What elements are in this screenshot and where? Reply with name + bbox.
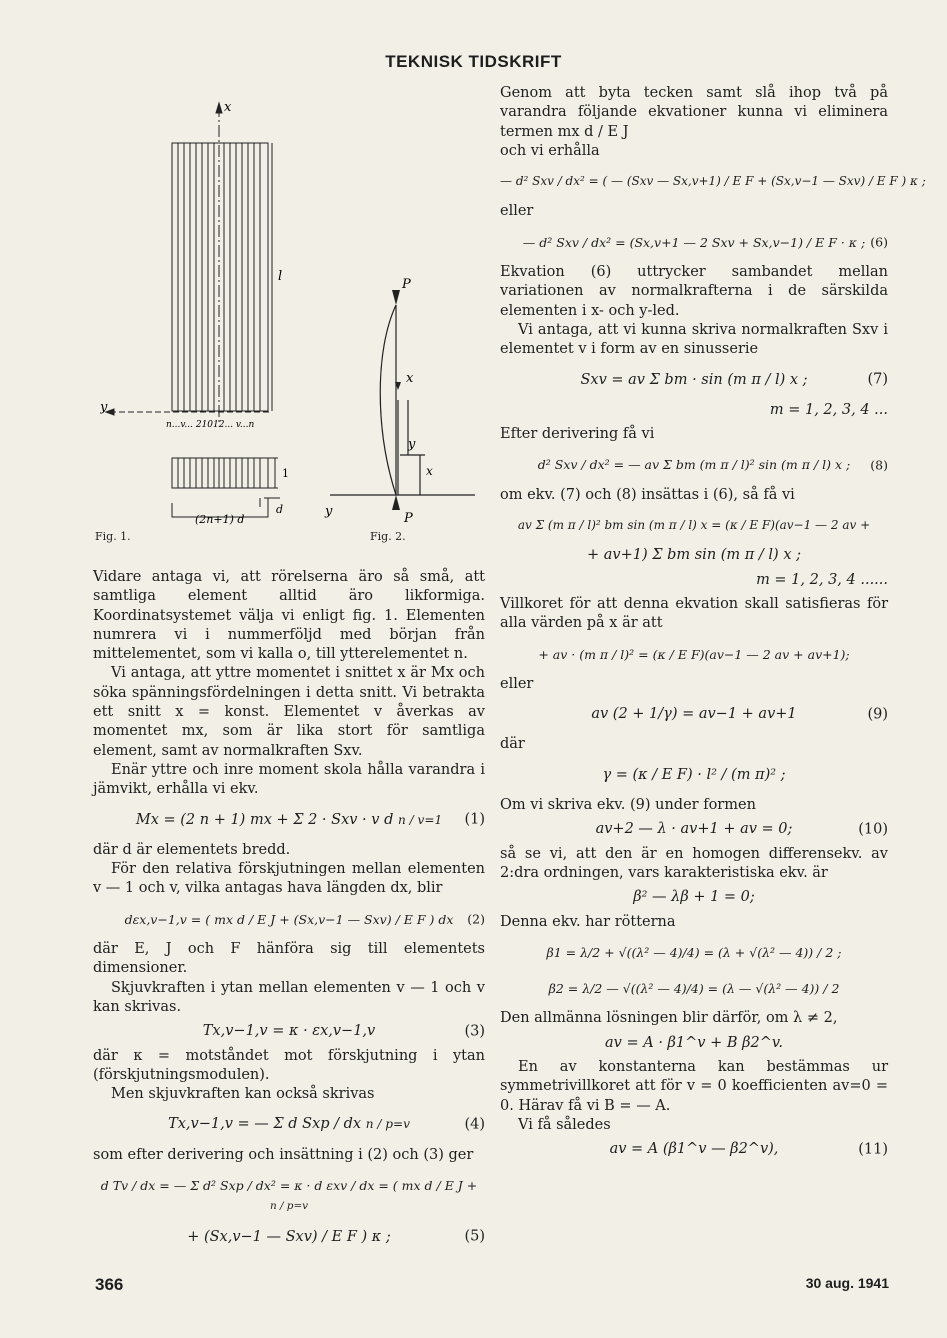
fig1-strips [106,103,283,517]
paragraph: En av konstanterna kan bestämmas ur symmetrivillkoret att för v = 0 koefficienten av=0 = 0. Härav få vi B = — A. [500,1058,888,1114]
equation-number: (10) [858,821,888,838]
equation-11: av = A (β1^v — β2^v), (11) [500,1140,888,1159]
fig1-y-label: y [100,400,108,415]
equation-4: Tx,v−1,v = — Σ d Sxp / dx n / p=v (4) [93,1109,485,1140]
paragraph: Genom att byta tecken samt slå ihop två på varandra följande ekvationer kunna vi eliminera termen mx d / E J [500,85,888,140]
fig2-x2-label: x [426,464,433,478]
paragraph: eller [500,675,534,692]
equation-number: (6) [870,234,888,250]
equation-number: (2) [467,911,485,927]
paragraph: Vi antaga, att yttre momentet i snittet x är Mx och söka spänningsfördelningen i detta snitt. Vi betrakta ett snitt x = konst. Elementet v åverkas av momentet mx, som är lika stort för samtliga element, samt av normalkraften Sxv. [93,665,485,759]
equation-number: (11) [858,1141,888,1158]
left-column [93,568,485,1252]
equation-1: Mx = (2 n + 1) mx + Σ 2 · Sxv · v d n / v=1 (1) [93,805,485,836]
equation-number: (3) [464,1023,485,1040]
paragraph: Men skjuvkraften kan också skrivas [111,1086,375,1103]
fig2-caption: Fig. 2. [370,530,406,543]
equation-c: + av · (m π / l)² = (κ / E F)(av−1 — 2 av + av+1); [538,646,850,662]
journal-header: TEKNISK TIDSKRIFT [385,52,562,71]
sum-limits: n / p=v [365,1117,410,1132]
equation-3: Tx,v−1,v = κ · εx,v−1,v (3) [93,1022,485,1041]
fig1-one-label: 1 [282,467,289,480]
sum-limits: n / p=v [269,1200,309,1213]
equation-9: av (2 + 1/γ) = av−1 + av+1 (9) [500,699,888,730]
fig1-width-label: (2n+1) d [195,513,245,526]
fig1-l-label: l [278,269,283,284]
paragraph: så se vi, att den är en homogen differensekv. av 2:dra ordningen, vars karakteristiska ekv. är [500,845,888,881]
equation-number: (4) [464,1116,485,1133]
equation-2: dεx,v−1,v = ( mx d / E J + (Sx,v−1 — Sxv) / E F ) dx (2) [93,904,485,935]
paragraph: Enär yttre och inre moment skola hålla varandra i jämvikt, erhålla vi ekv. [93,761,485,798]
paragraph: Den allmänna lösningen blir därför, om λ ≠ 2, [500,1010,838,1027]
equation-b-range: m = 1, 2, 3, 4 ...... [756,571,888,588]
equation-6: — d² Sxv / dx² = (Sx,v+1 — 2 Sxv + Sx,v−1) / E F · κ ; (6) [500,227,888,258]
equation-7: Sxv = av Σ bm · sin (m π / l) x ; (7) [500,365,888,396]
figure-2 [320,270,480,535]
equation-number: (9) [867,706,888,723]
equation-8: d² Sxv / dx² = — av Σ bm (m π / l)² sin (m π / l) x ; (8) [500,449,888,480]
equation-beta1: β1 = λ/2 + √((λ² — 4)/4) = (λ + √(λ² — 4)) / 2 ; [546,944,842,960]
figure-1 [100,95,330,535]
issue-date: 30 aug. 1941 [805,1275,889,1291]
fig2-p-bottom-label: P [404,511,413,526]
paragraph: om ekv. (7) och (8) insättas i (6), så få vi [500,486,795,503]
paragraph: och vi erhålla [500,142,600,159]
equation-7-range: m = 1, 2, 3, 4 ... [769,401,888,418]
fig1-strip-numbering: n...v... 21012... v...n [166,420,255,430]
paragraph: Skjuvkraften i ytan mellan elementen v — 1 och v kan skrivas. [93,979,485,1015]
equation-10: av+2 — λ · av+1 + av = 0; (10) [500,820,888,839]
paragraph: eller [500,203,534,220]
fig1-x-label: x [224,100,232,115]
equation-5b: + (Sx,v−1 — Sxv) / E F ) κ ; (5) [93,1228,485,1247]
fig1-d-label: d [276,503,284,516]
page-number: 366 [95,1275,124,1294]
fig2-deflected-column [380,305,396,495]
right-column [500,84,926,1164]
fig2-y2-label: y [325,504,333,519]
fig2-y-label: y [408,437,416,452]
equation-a: — d² Sxv / dx² = ( — (Sxv — Sx,v+1) / E F + (Sx,v−1 — Sxv) / E F ) κ ; [500,174,926,189]
fig2-p-top-label: P [402,277,411,292]
paragraph: Om vi skriva ekv. (9) under formen [500,797,756,814]
paragraph: där d är elementets bredd. [93,841,291,858]
equation-number: (5) [464,1228,485,1245]
equation-characteristic: β² — λβ + 1 = 0; [633,889,755,906]
fig1-caption: Fig. 1. [95,530,131,543]
fig2-x-label: x [406,371,414,386]
paragraph: För den relativa förskjutningen mellan elementen v — 1 och v, vilka antagas hava längden dx, blir [93,861,485,897]
equation-solution: av = A · β1^v + B β2^v. [605,1034,783,1051]
equation-number: (7) [867,371,888,388]
paragraph: Vidare antaga vi, att rörelserna äro så små, att samtliga element alltid äro likformiga. Koordinatsystemet välja vi enligt fig. 1. Elementen numrera vi i nummerföljd med början från mittelementet, som vi kalla o, till ytterelementet n. [93,569,485,663]
equation-5a: d Tv / dx = — Σ d² Sxp / dx² = κ · d εxv / dx = ( mx d / E J + n / p=v [100,1178,478,1213]
paragraph: Vi få således [518,1116,611,1133]
equation-b2: + av+1) Σ bm sin (m π / l) x ; [587,547,801,564]
sum-limits: n / v=1 [397,812,443,827]
paragraph: där κ = motståndet mot förskjutning i ytan (förskjutningsmodulen). [93,1047,485,1083]
paragraph: där [500,736,525,753]
paragraph: Ekvation (6) uttrycker sambandet mellan variationen av normalkrafterna i de särskilda elementen i x- och y-led. [500,264,888,319]
paragraph: Vi antaga, att vi kunna skriva normalkraften Sxv i elementet v i form av en sinusserie [500,321,888,358]
paragraph: Efter derivering få vi [500,426,655,443]
equation-number: (1) [464,811,485,828]
equation-number: (8) [870,457,888,473]
equation-beta2: β2 = λ/2 — √((λ² — 4)/4) = (λ — √(λ² — 4)) / 2 [548,981,840,997]
equation-b1: av Σ (m π / l)² bm sin (m π / l) x = (κ / E F)(av−1 — 2 av + [517,518,871,533]
equation-gamma: γ = (κ / E F) · l² / (m π)² ; [602,766,786,783]
paragraph: där E, J och F hänföra sig till elementets dimensioner. [93,941,485,977]
paragraph: Denna ekv. har rötterna [500,913,676,930]
paragraph: Villkoret för att denna ekvation skall satisfieras för alla värden på x är att [500,595,888,632]
paragraph: som efter derivering och insättning i (2) och (3) ger [93,1146,474,1163]
